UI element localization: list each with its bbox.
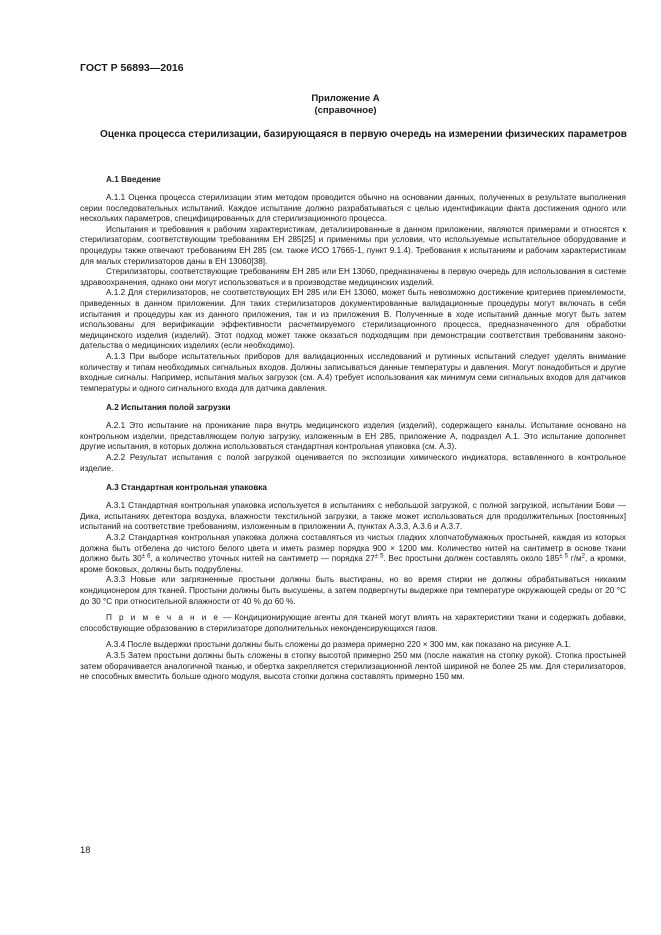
note <box>80 613 626 634</box>
section-heading-a2: А.2 Испытания полой загрузки <box>106 403 231 413</box>
section-heading-a3: А.3 Стандартная контрольная упаковка <box>106 483 267 493</box>
paragraph: Испытания и требования к рабочим характеристикам, детализированные в данном приложении, являются примерами и относятся к стерилизаторам, соответствующим требованиям ЕН 285[25] и применимы при условии, что используемые испытательное оборудование и процедуры также отвечают требованиям ЕН 285 (см. также ИСО 17665-1, пункт 9.1.4). Требования к испытаниям и рабочим характеристикам для малых стерилизаторов даны в ЕН 13060[38]. <box>80 224 626 266</box>
paragraph: А.1.2 Для стерилизаторов, не соответствующих ЕН 285 или ЕН 13060, может быть невозможно достижение критериев приемлемости, приведенных в данном приложении. Для таких стерилизаторов документированные валидационные процедуры могут включать в себя испытания и процедуры как из данного приложения, так и из приложения В. Полученные в ходе испытаний данные могут быть затем использованы для верификации эффективности расчетмируемого стерилизационного процесса, предназначенного для обработки медицинского изделия (изделий). Этот подход может также оказаться подходящим при демонстрации соответствия требованиям законодательства о медицинских изделиях (если необходимо). <box>80 288 626 351</box>
paragraph: А.1.3 При выборе испытательных приборов для валидационных исследований и рутинных испытаний следует уделять внимание количеству и типам необходимых сигнальных входов. Должны записываться данные температуры и давления. Могут понадобиться и другие входные сигналы. Например, испытания малых загрузок (см. А.4) требует использования как минимум семи сигнальных входов для датчиков температуры и одного сигнального входа для датчика давления. <box>80 351 626 393</box>
document-title: Оценка процесса стерилизации, базирующаяся в первую очередь на измерении физических параметров <box>100 129 627 140</box>
paragraph: А.3.3 Новые или загрязненные простыни должны быть выстираны, но во время стирки не должны обрабатываться никаким кондиционером для тканей. Простыни должны быть высушены, а затем подвергнуты выдержке при температуре окружающей среды от 20 °С до 30 °С при относительной влажности от 40 % до 60 %. <box>80 575 626 606</box>
annex-heading <box>0 93 661 117</box>
annex-title: Приложение А <box>311 93 380 104</box>
section-heading-a1: А.1 Введение <box>106 175 161 184</box>
note-text: — Кондиционирующие агенты для тканей могут влиять на характеристики ткани и содержать добавки, способствующие образованию в стерилизаторе дополнительных неконденсирующихся газов. <box>80 613 627 633</box>
paragraph: А.2.2 Результат испытания с полой загрузкой оценивается по экспозиции химического индикатора, вставленного в контрольное изделие. <box>80 453 626 473</box>
paragraph-a32: А.3.2 Стандартная контрольная упаковка должна составляться из чистых гладких хлопчатобумажных простыней, каждая из которых должна быть отбелена до чистого белого цвета и иметь размер порядка 900 × 1200 мм. Количество нитей на сантиметр в основе ткани должно быть $30^{\pm 6}$, а количество уточных нитей на сантиметр — порядка $27^{\pm 5}$. Вес простыни должен составлять около $185^{\pm 5}$ $г/м^2$, а кромки, кроме боковых, должны быть подрублены. <box>80 533 627 574</box>
page-number: 18 <box>80 845 91 856</box>
paragraph: А.3.1 Стандартная контрольная упаковка используется в испытаниях с небольшой загрузкой, с полной загрузкой, испытании Бови — Дика, испытаниях детектора воздуха, влажности текстильной загрузки, а также может использоваться для продолжительных [постоянных] испытаний на соответствие требованиям, изложенным в приложении А, пунктах А.3.3, А.3.6 и А.3.7. <box>80 501 626 532</box>
annex-subtitle: (справочное) <box>314 105 377 116</box>
paragraph: Стерилизаторы, соответствующие требованиям ЕН 285 или ЕН 13060, предназначены в первую очередь для использования в системе здравоохранения, однако они могут использоваться и в производстве медицинских изделий. <box>80 267 626 287</box>
document-body <box>80 174 626 683</box>
standard-header: ГОСТ Р 56893—2016 <box>80 62 184 74</box>
note-label: П р и м е ч а н и е <box>106 613 220 623</box>
paragraph: А.1.1 Оценка процесса стерилизации этим методом проводится обычно на основании данных, полученных в результате выполнения серии последовательных испытаний. Каждое испытание должно разрабатываться с целью идентификации факта достижения одного или нескольких параметров, специфицированных для стерилизационного процесса. <box>80 193 626 224</box>
paragraph: А.3.5 Затем простыни должны быть сложены в стопку высотой примерно 250 мм (после нажатия на стопку рукой). Стопка простыней затем оборачивается аналогичной тканью, и обертка закрепляется стерилизационной лентой шириной не более 25 мм. Для стерилизаторов, не способных вместить больше одного модуля, высота стопки должна составлять примерно 150 мм. <box>80 650 626 682</box>
paragraph: А.2.1 Это испытание на проникание пара внутрь медицинского изделия (изделий), содержащего каналы. Испытание основано на контрольном изделии, представляющем полую загрузку, изложенным в ЕН 285, приложение А, подраздел А.1. Это испытание дополняет другие испытания, в которых должна использоваться стандартная контрольная упаковка (см. А.3). <box>80 421 626 452</box>
paragraph: А.3.4 После выдержки простыни должны быть сложены до размера примерно 220 × 300 мм, как показано на рисунке А.1. <box>106 640 571 650</box>
